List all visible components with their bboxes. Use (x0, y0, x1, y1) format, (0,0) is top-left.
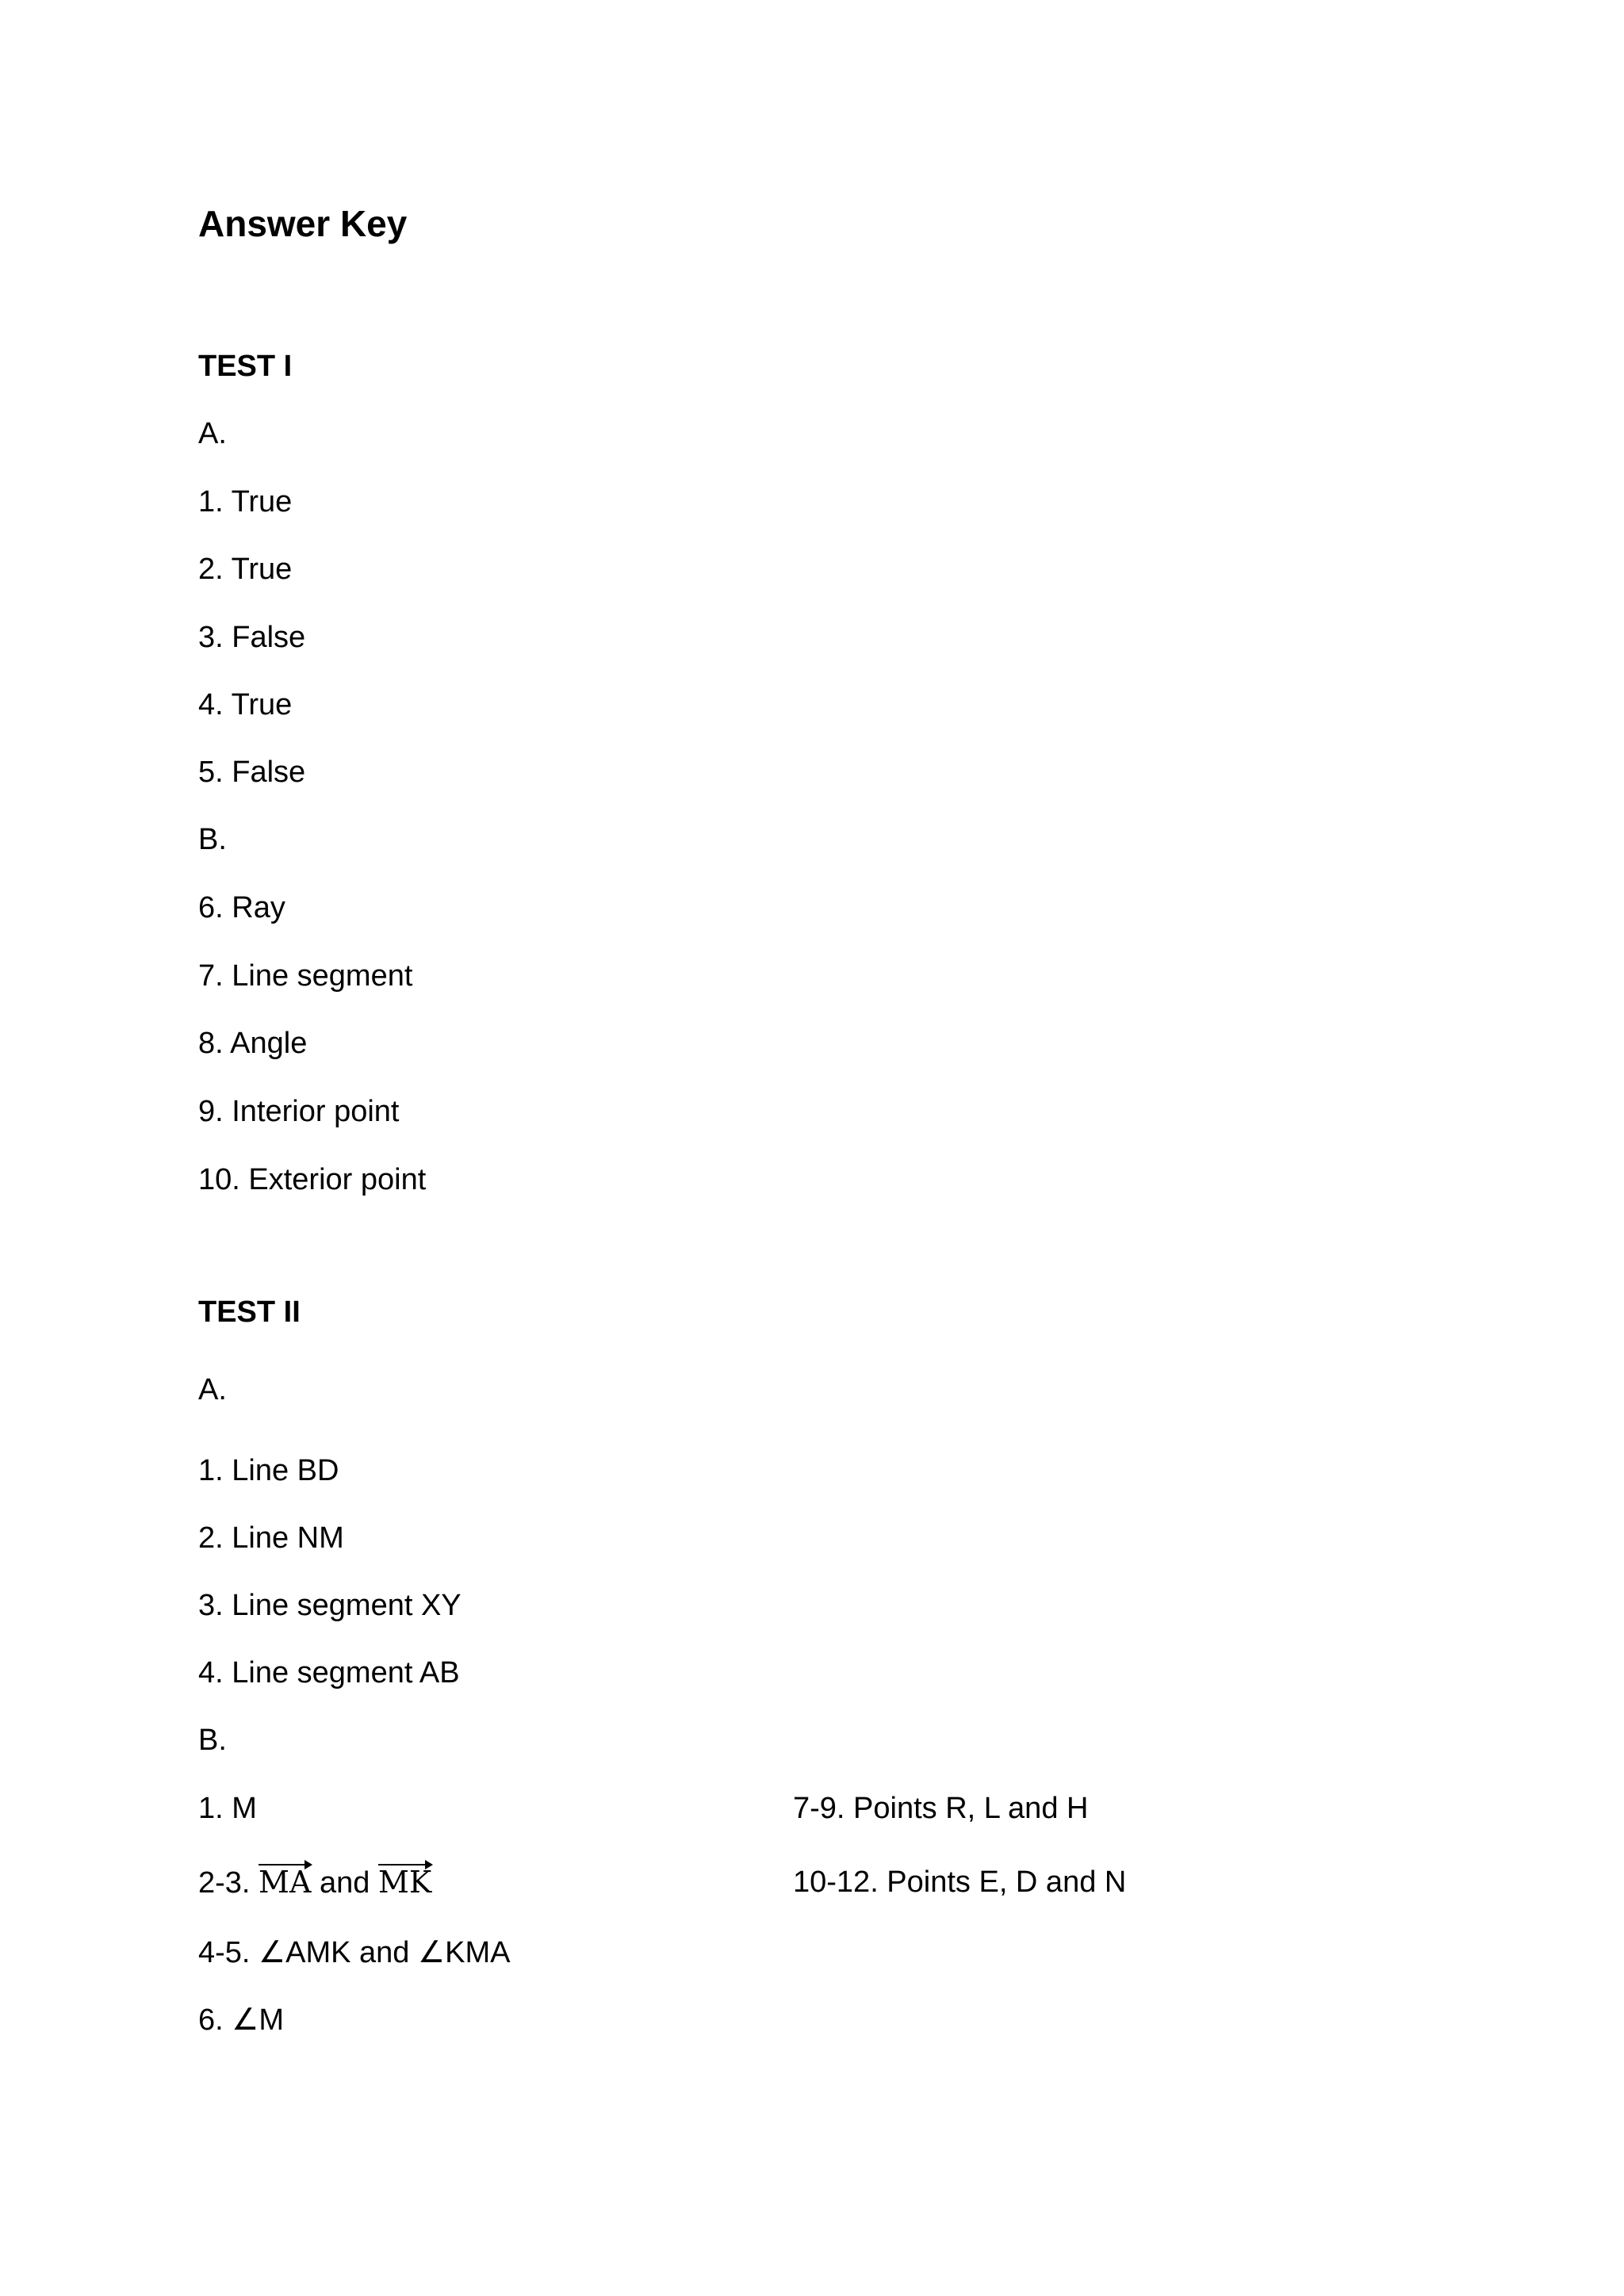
page-title: Answer Key (198, 203, 408, 244)
conjunction: and (350, 1936, 419, 1969)
test2-b-answer-4-5 (198, 1932, 510, 1973)
test2-b-answer-7-9: 7-9. Points R, L and H (793, 1792, 1089, 1825)
angle-label: KMA (445, 1936, 511, 1969)
angle-icon: ∠ (232, 2002, 259, 2037)
test2-answer-2: 2. Line NM (198, 1521, 344, 1555)
test1-answer-5: 5. False (198, 756, 306, 789)
ray-label: MA (259, 1865, 312, 1900)
ray-label: MK (377, 1865, 432, 1900)
test1-answer-1: 1. True (198, 485, 293, 519)
test1-part-a-label: A. (198, 417, 227, 450)
test2-b-answer-10-12: 10-12. Points E, D and N (793, 1866, 1127, 1899)
test2-b-answer-2-3 (198, 1862, 431, 1903)
angle-icon: ∠ (259, 1934, 286, 1969)
answer-number: 6. (198, 2003, 232, 2037)
test2-b-answer-1: 1. M (198, 1792, 257, 1825)
ray-notation (378, 1862, 431, 1902)
test1-answer-6: 6. Ray (198, 891, 285, 924)
answer-number: 4-5. (198, 1936, 259, 1969)
angle-label: AMK (285, 1936, 351, 1969)
test1-heading: TEST I (198, 350, 293, 383)
test1-answer-2: 2. True (198, 553, 293, 586)
test1-part-b-label: B. (198, 823, 227, 856)
test1-answer-3: 3. False (198, 621, 306, 654)
test2-answer-3: 3. Line segment XY (198, 1589, 462, 1622)
test2-part-b-label: B. (198, 1724, 227, 1757)
test1-answer-8: 8. Angle (198, 1027, 308, 1060)
test2-answer-4: 4. Line segment AB (198, 1656, 460, 1689)
ray-arrow-icon (378, 1864, 431, 1866)
test2-b-answer-6 (198, 1999, 284, 2040)
ray-arrow-icon (259, 1864, 311, 1866)
answer-number: 2-3. (198, 1866, 259, 1900)
conjunction: and (311, 1866, 378, 1900)
test1-answer-7: 7. Line segment (198, 959, 413, 993)
test1-answer-10: 10. Exterior point (198, 1163, 427, 1196)
test1-answer-4: 4. True (198, 688, 293, 721)
ray-notation (259, 1862, 311, 1902)
test1-answer-9: 9. Interior point (198, 1095, 400, 1128)
test2-part-a-label: A. (198, 1373, 227, 1406)
angle-label: M (259, 2003, 284, 2037)
test2-heading: TEST II (198, 1295, 301, 1329)
test2-answer-1: 1. Line BD (198, 1454, 339, 1487)
angle-icon: ∠ (418, 1934, 446, 1969)
